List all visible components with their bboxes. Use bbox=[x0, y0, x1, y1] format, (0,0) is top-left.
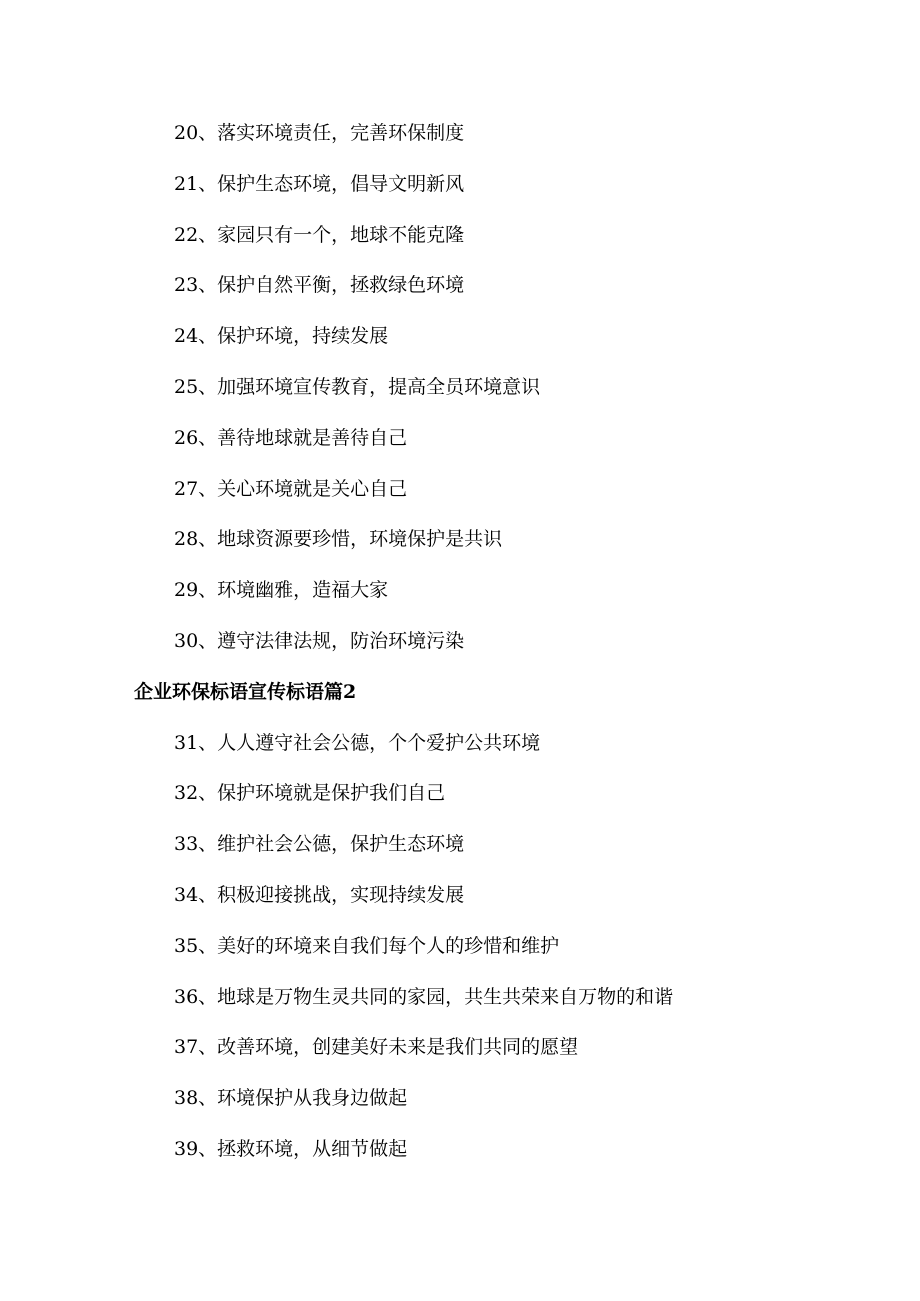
slogan-item-28: 28、地球资源要珍惜，环境保护是共识 bbox=[174, 528, 503, 550]
slogan-item-24: 24、保护环境，持续发展 bbox=[174, 325, 389, 347]
slogan-item-34: 34、积极迎接挑战，实现持续发展 bbox=[174, 884, 465, 906]
slogan-item-37: 37、改善环境，创建美好未来是我们共同的愿望 bbox=[174, 1036, 579, 1058]
slogan-item-25: 25、加强环境宣传教育，提高全员环境意识 bbox=[174, 376, 541, 398]
slogan-item-33: 33、维护社会公德，保护生态环境 bbox=[174, 833, 465, 855]
slogan-item-29: 29、环境幽雅，造福大家 bbox=[174, 579, 389, 601]
slogan-item-36: 36、地球是万物生灵共同的家园，共生共荣来自万物的和谐 bbox=[174, 986, 674, 1008]
slogan-item-32: 32、保护环境就是保护我们自己 bbox=[174, 782, 446, 804]
slogan-item-38: 38、环境保护从我身边做起 bbox=[174, 1087, 408, 1109]
slogan-item-31: 31、人人遵守社会公德，个个爱护公共环境 bbox=[174, 732, 541, 754]
section-heading: 企业环保标语宣传标语篇2 bbox=[134, 681, 357, 703]
slogan-item-20: 20、落实环境责任，完善环保制度 bbox=[174, 122, 465, 144]
slogan-item-26: 26、善待地球就是善待自己 bbox=[174, 427, 408, 449]
slogan-item-22: 22、家园只有一个，地球不能克隆 bbox=[174, 224, 465, 246]
slogan-item-35: 35、美好的环境来自我们每个人的珍惜和维护 bbox=[174, 935, 560, 957]
slogan-item-27: 27、关心环境就是关心自己 bbox=[174, 478, 408, 500]
slogan-item-30: 30、遵守法律法规，防治环境污染 bbox=[174, 630, 465, 652]
slogan-item-21: 21、保护生态环境，倡导文明新风 bbox=[174, 173, 465, 195]
slogan-item-39: 39、拯救环境，从细节做起 bbox=[174, 1138, 408, 1160]
slogan-item-23: 23、保护自然平衡，拯救绿色环境 bbox=[174, 274, 465, 296]
